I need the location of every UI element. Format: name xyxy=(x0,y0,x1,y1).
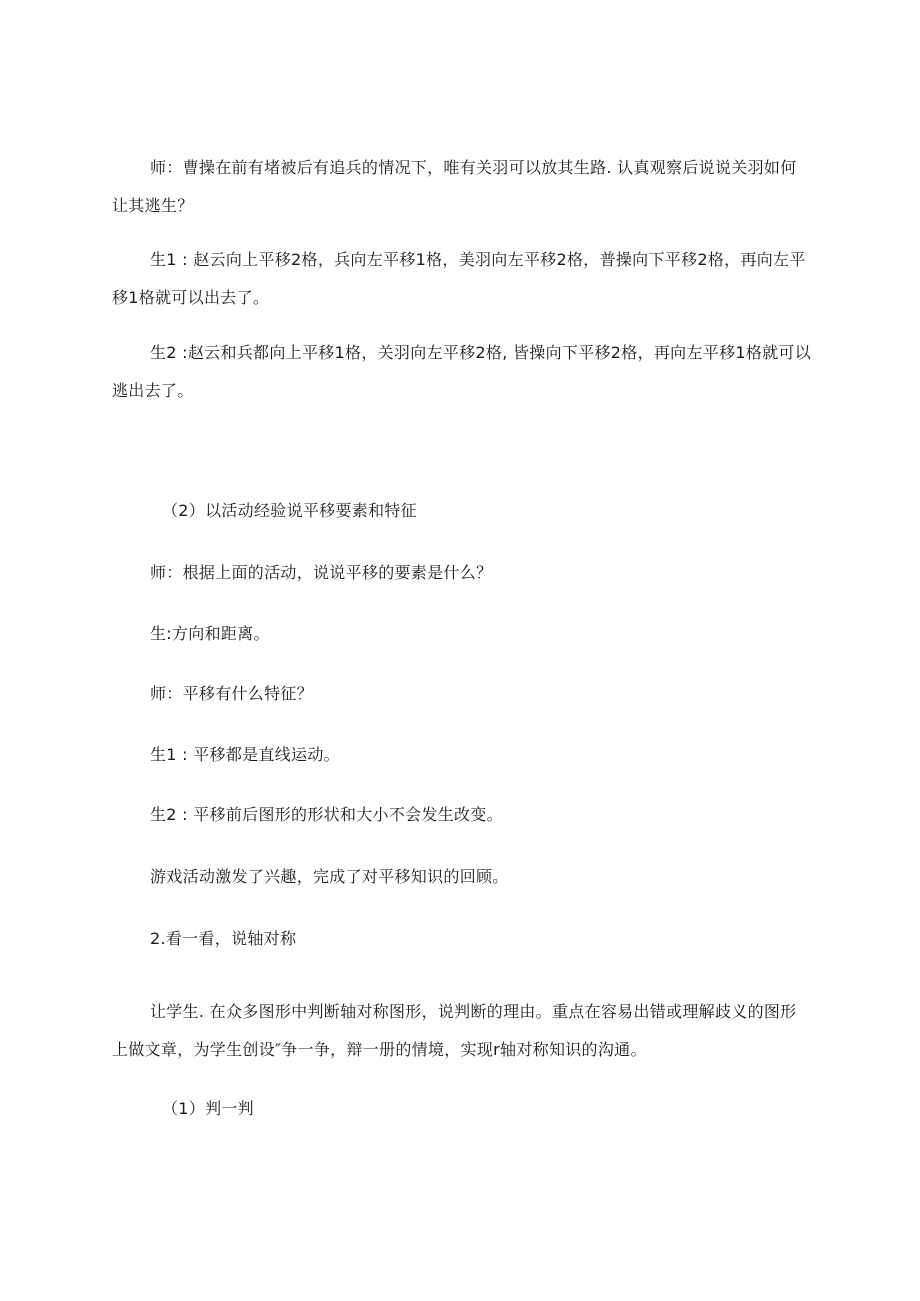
paragraph-symmetry-instruction: 让学生. 在众多图形中判断轴对称图形，说判断的理由。重点在容易出错或理解歧义的图形上做文章，为学生创设″争一争，辩一册的情境，实现r轴对称知识的沟通。 xyxy=(112,1002,797,1059)
section-heading-judge: （1）判一判 xyxy=(162,1099,254,1118)
paragraph-student1-answer: 生1 : 赵云向上平移2格，兵向左平移1格，美羽向左平移2格，普操向下平移2格，再向左平移1格就可以出去了。 xyxy=(112,250,806,307)
section-heading-translation-elements: （2）以活动经验说平移要素和特征 xyxy=(162,501,417,520)
paragraph-teacher-question-escape: 师：曹操在前有堵被后有追兵的情况下，唯有关羽可以放其生路. 认真观察后说说关羽如何让其逃生？ xyxy=(112,158,797,215)
paragraph-student2-shape-size: 生2 : 平移前后图形的形状和大小不会发生改变。 xyxy=(150,805,503,824)
paragraph-student2-answer: 生2 :赵云和兵都向上平移1格，关羽向左平移2格, 皆操向下平移2格，再向左平移1格就可以逃出去了。 xyxy=(112,343,812,400)
paragraph-student-answer-direction: 生:方向和距离。 xyxy=(150,624,270,643)
paragraph-teacher-question-features: 师：平移有什么特征？ xyxy=(150,684,314,703)
paragraph-teacher-question-elements: 师：根据上面的活动，说说平移的要素是什么？ xyxy=(150,563,493,582)
section-heading-axis-symmetry: 2.看一看，说轴对称 xyxy=(150,929,297,948)
paragraph-game-summary: 游戏活动激发了兴趣，完成了对平移知识的回顾。 xyxy=(150,867,509,886)
paragraph-student1-straight-line: 生1 : 平移都是直线运动。 xyxy=(150,745,340,764)
